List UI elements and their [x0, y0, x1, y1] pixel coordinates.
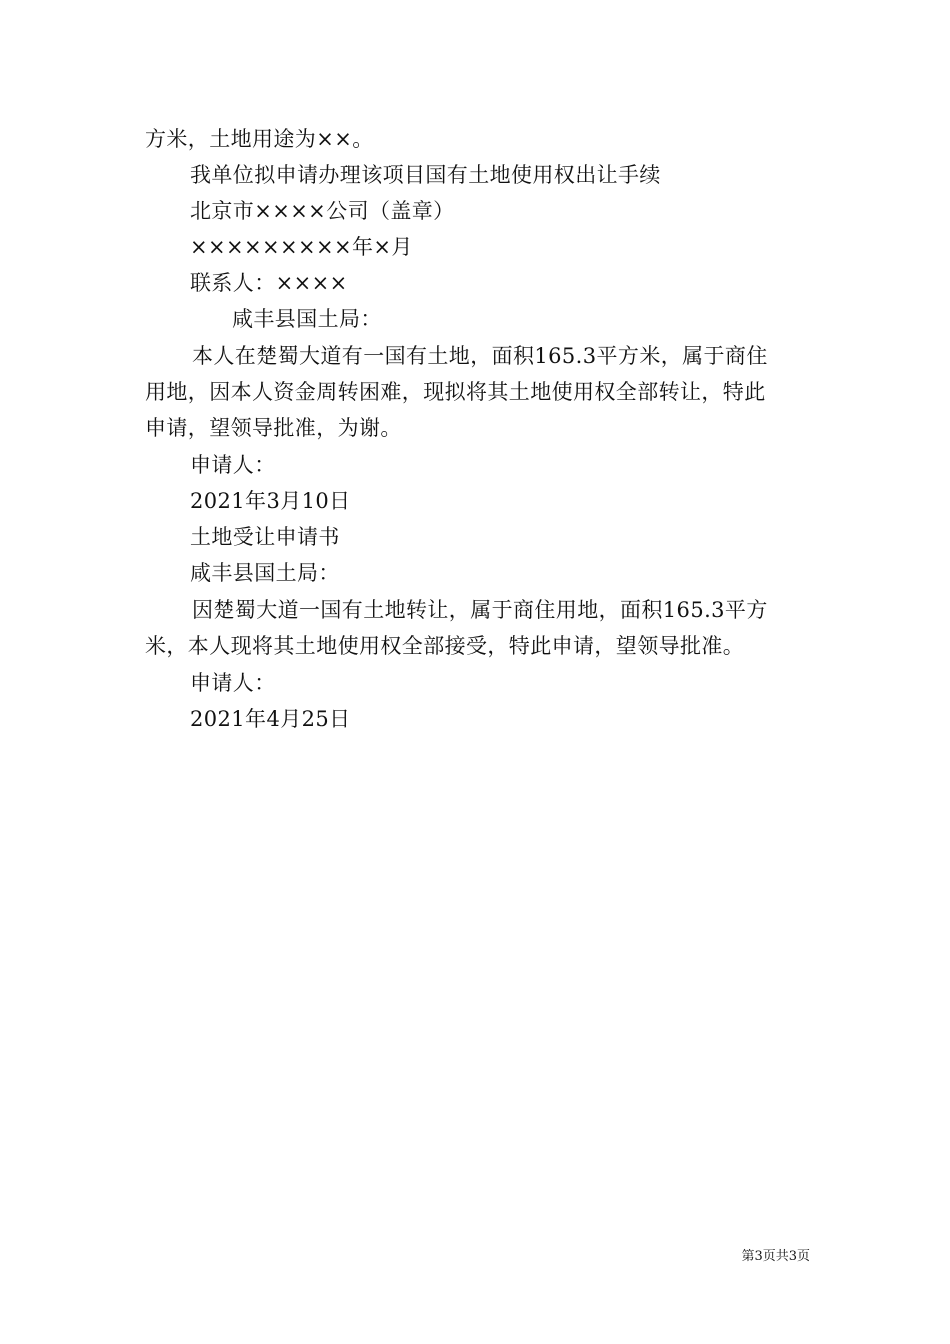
paragraph-line: 因楚蜀大道一国有土地转让，属于商住用地，面积165.3平方 — [192, 598, 768, 622]
paragraph-line: 本人在楚蜀大道有一国有土地，面积165.3平方米，属于商住 — [192, 344, 768, 368]
date-line: 2021年4月25日 — [190, 707, 351, 731]
paragraph-line: 米，本人现将其土地使用权全部接受，特此申请，望领导批准。 — [145, 634, 745, 658]
section-title: 土地受让申请书 — [190, 525, 340, 549]
text-line: 联系人：×××× — [190, 271, 348, 295]
paragraph-line: 申请，望领导批准，为谢。 — [145, 416, 402, 440]
date-line: 2021年3月10日 — [190, 489, 351, 513]
text-line: 我单位拟申请办理该项目国有土地使用权出让手续 — [190, 163, 661, 187]
text-line: 北京市××××公司（盖章） — [190, 199, 455, 223]
text-line: 方米，土地用途为××。 — [145, 127, 374, 151]
signature-label: 申请人： — [190, 453, 276, 477]
page-number: 第3页共3页 — [741, 1249, 810, 1264]
signature-label: 申请人： — [190, 671, 276, 695]
text-line: ×××××××××年×月 — [190, 235, 413, 259]
paragraph-line: 用地，因本人资金周转困难，现拟将其土地使用权全部转让，特此 — [145, 380, 766, 404]
salutation: 咸丰县国土局： — [232, 307, 382, 331]
salutation: 咸丰县国土局： — [190, 561, 340, 585]
